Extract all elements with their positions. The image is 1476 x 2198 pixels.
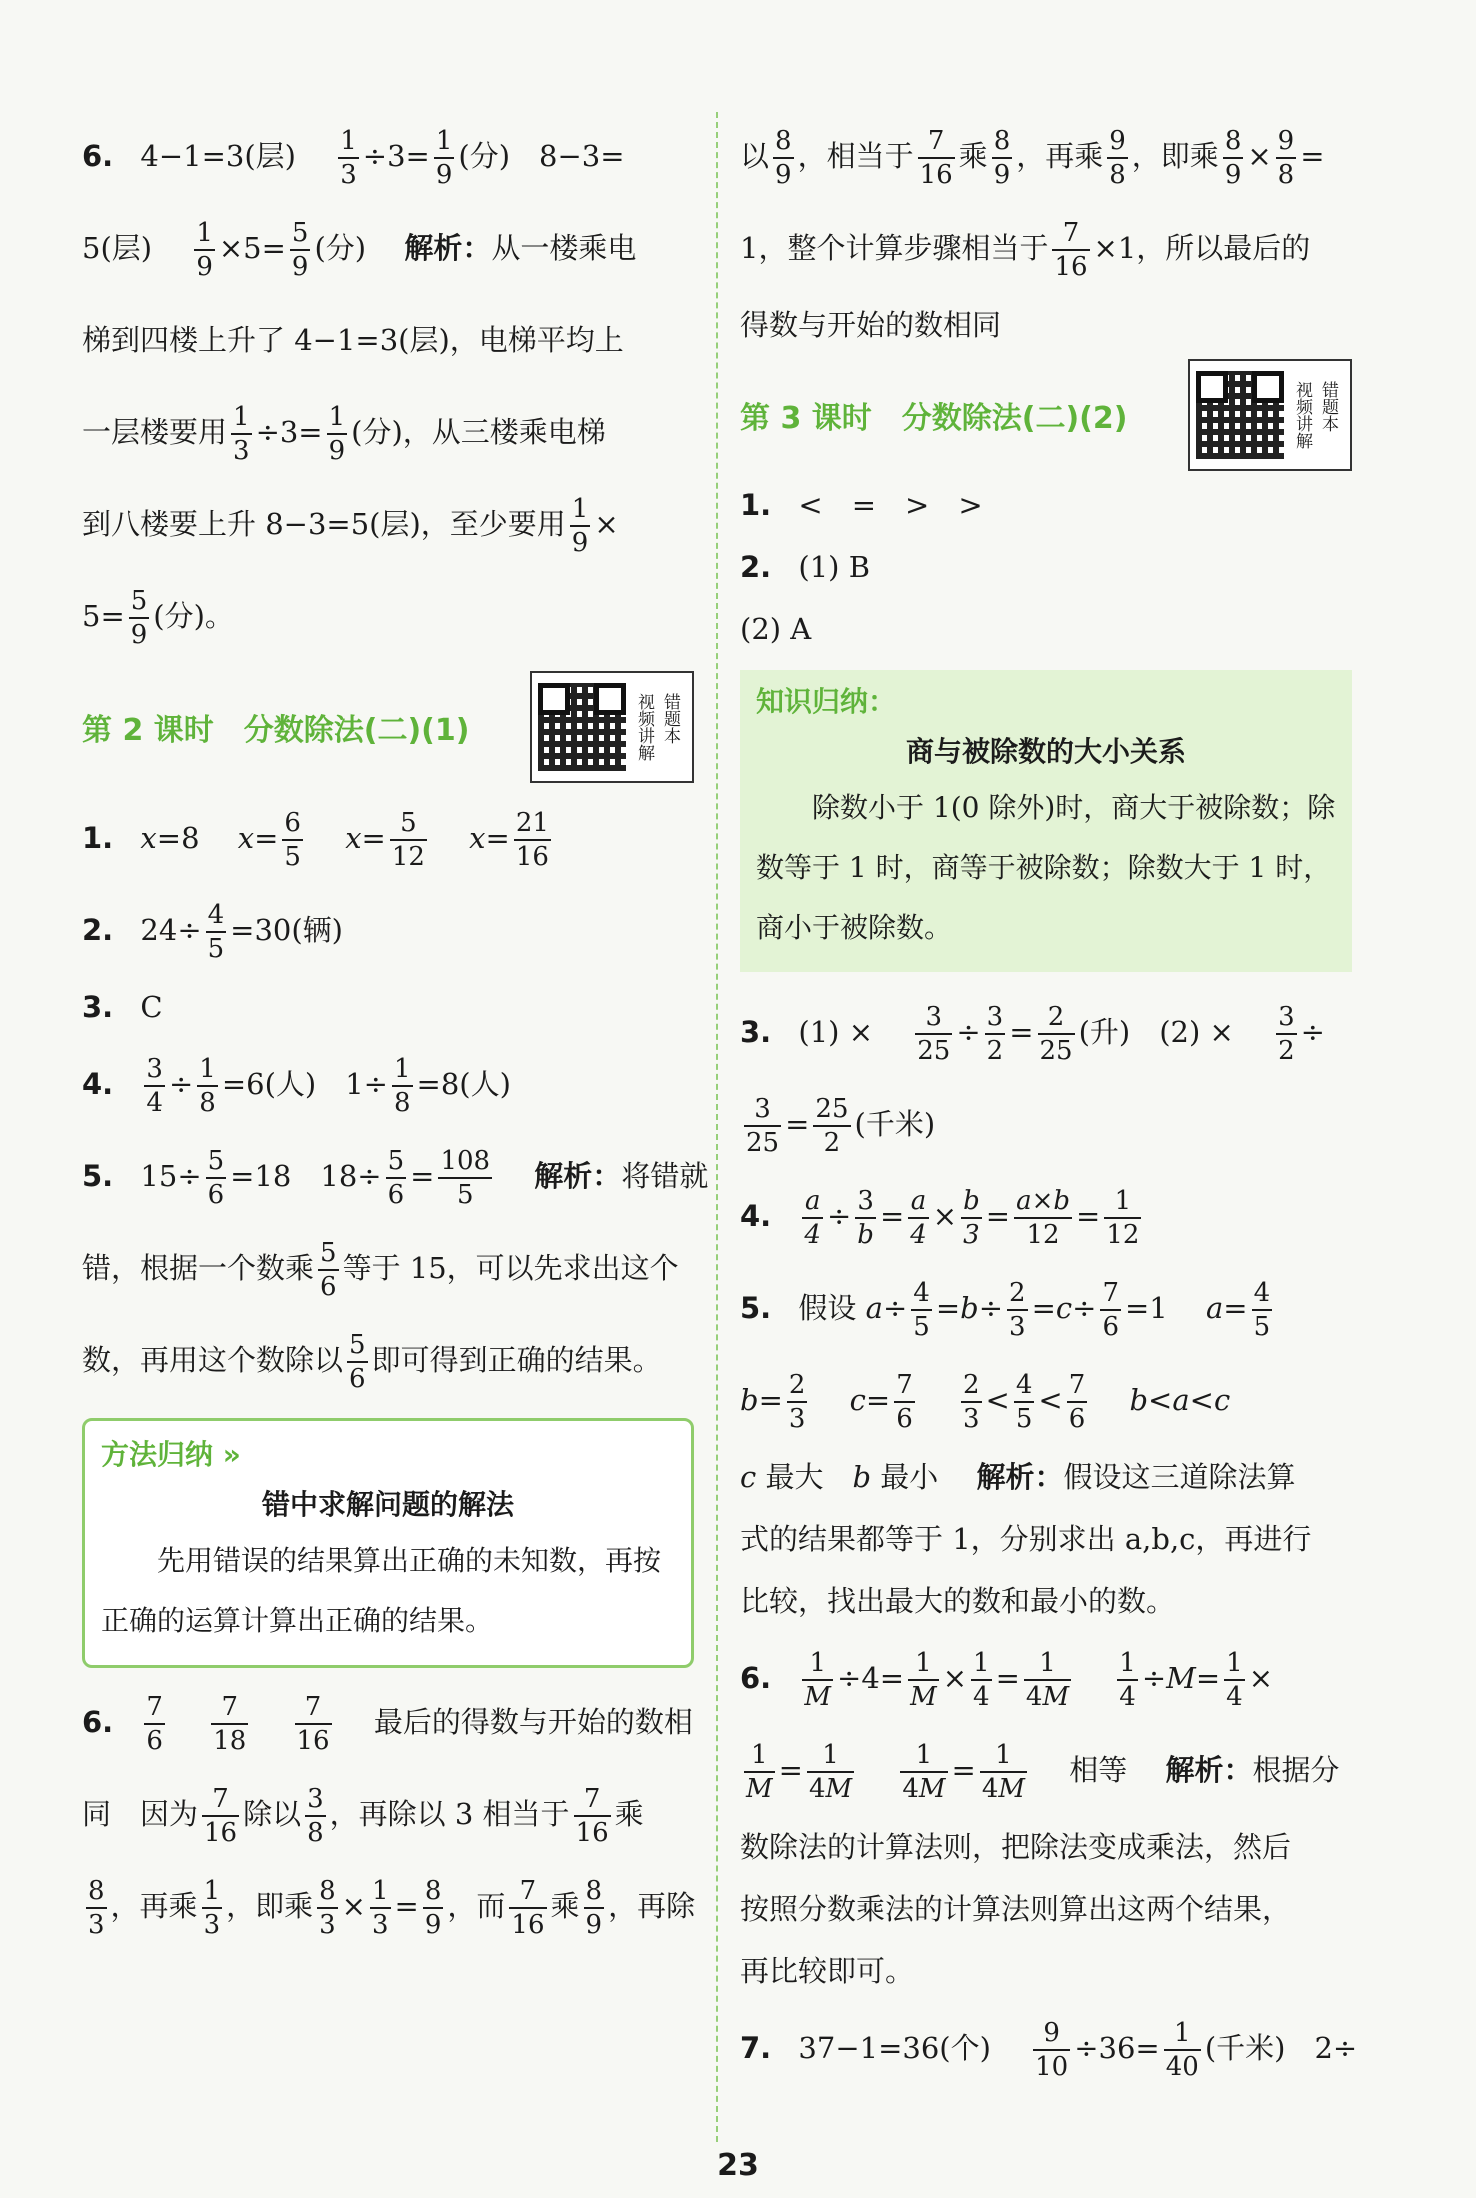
section-header: [740, 356, 1352, 474]
fraction: $\frac{25}{2}$: [815, 1094, 849, 1158]
analysis-label: 解析：: [534, 1159, 622, 1193]
fraction: $\frac{1}{4M}$: [1025, 1648, 1070, 1712]
left-column: [82, 110, 709, 1952]
fraction: $\frac{2}{3}$: [788, 1370, 806, 1434]
method-summary-body: 先用错误的结果算出正确的未知数，再按正确的运算计算出正确的结果。: [101, 1544, 662, 1637]
question-number: 6.: [82, 139, 114, 173]
question-number: 3.: [740, 1015, 772, 1049]
answer-text: < = > >: [798, 488, 983, 522]
fraction: $\frac{a}{4}$: [910, 1186, 927, 1250]
fraction: $\frac{1}{4M}$: [902, 1740, 946, 1804]
analysis-line: 一层楼要用 $\frac{1}{3}$ ÷3= $\frac{1}{9}$ (分)，从三楼乘电梯: [82, 402, 606, 466]
method-summary-title: 错中求解问题的解法: [261, 1488, 514, 1521]
fraction: $\frac{7}{16}$: [575, 1784, 609, 1848]
answer-text: =30(辆): [230, 913, 344, 947]
fraction: $\frac{1}{8}$: [393, 1054, 411, 1118]
answer-text: =8: [156, 821, 200, 855]
answer-line: [740, 536, 1352, 598]
fraction: $\frac{4}{5}$: [913, 1278, 930, 1342]
knowledge-summary-body: 除数小于 1(0 除外)时，商大于被除数；除数等于 1 时，商等于被除数；除数大于 1 时，商小于被除数。: [756, 791, 1336, 944]
fraction: $\frac{b}{3}$: [963, 1186, 980, 1250]
answer-text: ，再除: [608, 1889, 696, 1923]
analysis-label: 解析：: [976, 1460, 1064, 1494]
answer-text: 假设: [798, 1291, 857, 1325]
answer-text: ，即乘: [1131, 139, 1219, 173]
answer-line: [740, 202, 1352, 294]
analysis-line: 5= $\frac{5}{9}$ (分)。: [82, 586, 234, 650]
answer-text: (分): [314, 231, 367, 265]
question-number: 5.: [740, 1291, 772, 1325]
fraction: $\frac{1}{4M}$: [808, 1740, 853, 1804]
answer-line: 6. 4−1=3(层) $\frac{1}{3}$ ÷3= $\frac{1}{9}$ (分) 8−3=: [82, 126, 625, 190]
fraction: $\frac{1}{3}$: [203, 1876, 221, 1940]
analysis-text: 一层楼要用: [82, 415, 228, 449]
answer-line: 1. x=8 x= $\frac{6}{5}$ x= $\frac{5}{12}$ x= $\frac{21}{16}$: [82, 808, 549, 872]
answer-line: 4. $\frac{3}{4}$ ÷ $\frac{1}{8}$ =6(人) 1÷ $\frac{1}{8}$ =8(人): [82, 1054, 511, 1118]
answer-line: 3. (1) × $\frac{3}{25}$ ÷ $\frac{3}{2}$ = $\frac{2}{25}$ (升) (2) × $\frac{3}{2}$ ÷: [740, 1002, 1325, 1066]
fraction: $\frac{5}{9}$: [130, 586, 148, 650]
analysis-label: 解析：: [1165, 1753, 1253, 1787]
fraction: $\frac{1}{9}$: [571, 494, 589, 558]
fraction: $\frac{1}{12}$: [1106, 1186, 1140, 1250]
fraction: $\frac{1}{9}$: [196, 218, 213, 282]
answer-text: 37−1=36(个): [798, 2031, 991, 2065]
analysis-text: 数除法的计算法则，把除法变成乘法，然后: [740, 1830, 1292, 1864]
answer-text: 同 因为: [82, 1797, 199, 1831]
qr-label-mistakes: 错题本: [1318, 381, 1338, 432]
answer-line: 5(层) $\frac{1}{9}$ ×5= $\frac{5}{9}$ (分) 解析：从一楼乘电: [82, 218, 637, 282]
fraction: $\frac{9}{10}$: [1035, 2018, 1069, 2082]
fraction: $\frac{3}{4}$: [146, 1054, 163, 1118]
answer-line: b= $\frac{2}{3}$ c= $\frac{7}{6}$ $\frac{2}{3}$ < $\frac{4}{5}$ < $\frac{7}{6}$ b<a<c: [740, 1370, 1231, 1434]
fraction: $\frac{1}{9}$: [435, 126, 453, 190]
analysis-label: 解析：: [404, 231, 492, 265]
fraction: $\frac{1}{M}$: [746, 1740, 773, 1804]
fraction: $\frac{1}{M}$: [804, 1648, 832, 1712]
answer-line: [740, 2002, 1358, 2094]
fraction: $\frac{5}{12}$: [391, 808, 425, 872]
question-number: 2.: [82, 913, 114, 947]
fraction: $\frac{8}{3}$: [88, 1876, 105, 1940]
analysis-text: 式的结果都等于 1，分别求出 a,b,c，再进行: [740, 1522, 1312, 1556]
fraction: $\frac{1}{9}$: [328, 402, 346, 466]
qr-code-block[interactable]: [530, 671, 694, 783]
fraction: $\frac{5}{6}$: [349, 1330, 366, 1394]
answer-text: =8(人): [416, 1067, 511, 1101]
answer-line: 5. 15÷ $\frac{5}{6}$ =18 18÷ $\frac{5}{6}$ = $\frac{108}{5}$ 解析：将错就: [82, 1146, 709, 1210]
answer-text: (1) B: [798, 550, 871, 584]
answer-line: [82, 1768, 694, 1860]
answer-line: [82, 884, 694, 976]
fraction: $\frac{8}{9}$: [585, 1876, 603, 1940]
answer-line: $\frac{3}{25}$ = $\frac{25}{2}$ (千米): [746, 1094, 936, 1158]
question-number: 4.: [82, 1067, 114, 1101]
answer-line: $\frac{1}{M}$ = $\frac{1}{4M}$ $\frac{1}{4M}$ = $\frac{1}{4M}$ 相等 解析：根据分: [746, 1740, 1340, 1804]
analysis-line: [82, 1314, 694, 1406]
fraction: $\frac{1}{40}$: [1165, 2018, 1199, 2082]
fraction: $\frac{a}{4}$: [804, 1186, 821, 1250]
fraction: $\frac{7}{6}$: [146, 1692, 163, 1756]
question-number: 1.: [82, 821, 114, 855]
analysis-text: 等于 15，可以先求出这个: [342, 1251, 679, 1285]
fraction: $\frac{21}{16}$: [515, 808, 549, 872]
fraction: $\frac{3}{2}$: [1278, 1002, 1295, 1066]
answer-text: 以: [740, 139, 770, 173]
analysis-text: (分)。: [153, 599, 234, 633]
answer-line: [82, 976, 694, 1038]
fraction: $\frac{8}{9}$: [993, 126, 1011, 190]
analysis-text: (分)，从三楼乘电梯: [351, 415, 606, 449]
right-column: [740, 110, 1358, 2094]
question-number: 5.: [82, 1159, 114, 1193]
analysis-text: 从一楼乘电: [491, 231, 637, 265]
answer-text: 24÷: [140, 913, 202, 947]
answer-text: 15÷: [140, 1159, 202, 1193]
fraction: $\frac{108}{5}$: [440, 1146, 491, 1210]
answer-text: ×1，所以最后的: [1093, 231, 1311, 265]
answer-text: =18 18÷: [230, 1159, 382, 1193]
answer-text: 最小: [880, 1460, 939, 1494]
answer-line: 以 $\frac{8}{9}$ ，相当于 $\frac{7}{16}$ 乘 $\frac{8}{9}$ ，再乘 $\frac{9}{8}$ ，即乘 $\frac{8}{9}$ × $\frac{9}{8}$ =: [740, 126, 1325, 190]
answer-text: 4−1=3(层): [140, 139, 296, 173]
fraction: $\frac{7}{6}$: [1068, 1370, 1086, 1434]
question-number: 1.: [740, 488, 772, 522]
qr-label-video: 视频讲解: [634, 693, 654, 761]
analysis-text: 到八楼要上升 8−3=5(层)，至少要用: [82, 507, 566, 541]
answer-text: ，相当于: [797, 139, 914, 173]
answer-line: [82, 1676, 694, 1768]
answer-line: $\frac{8}{3}$ ，再乘 $\frac{1}{3}$ ，即乘 $\frac{8}{3}$ × $\frac{1}{3}$ = $\frac{8}{9}$ ，而 $\frac{7}{16}$ 乘 $\frac{8}{9}$ ，再除: [88, 1876, 696, 1940]
fraction: $\frac{2}{25}$: [1039, 1002, 1073, 1066]
fraction: $\frac{3}{2}$: [986, 1002, 1004, 1066]
answer-text: ÷36=: [1074, 2031, 1160, 2065]
question-number: 6.: [740, 1661, 772, 1695]
fraction: $\frac{1}{4}$: [1226, 1648, 1243, 1712]
fraction: $\frac{4}{5}$: [207, 900, 225, 964]
fraction: $\frac{5}{6}$: [387, 1146, 405, 1210]
answer-text: 得数与开始的数相同: [740, 308, 1002, 342]
analysis-text: 错，根据一个数乘: [82, 1251, 315, 1285]
fraction: $\frac{1}{4}$: [973, 1648, 990, 1712]
method-summary-box: [82, 1418, 694, 1668]
fraction: $\frac{1}{3}$: [371, 1876, 389, 1940]
answer-text: ，再乘: [110, 1889, 198, 1923]
question-number: 4.: [740, 1199, 772, 1233]
answer-text: 1，整个计算步骤相当于: [740, 231, 1049, 265]
section-title: 第 2 课时 分数除法(二)(1): [82, 713, 470, 748]
analysis-text: 按照分数乘法的计算法则算出这两个结果，: [740, 1892, 1292, 1926]
answer-text: =1: [1124, 1291, 1168, 1325]
qr-label-video: 视频讲解: [1292, 381, 1312, 449]
fraction: $\frac{7}{16}$: [296, 1692, 330, 1756]
analysis-line: 到八楼要上升 8−3=5(层)，至少要用 $\frac{1}{9}$ ×: [82, 494, 619, 558]
knowledge-summary-tag: 知识归纳：: [756, 685, 897, 718]
question-number: 2.: [740, 550, 772, 584]
fraction: $\frac{2}{3}$: [1009, 1278, 1026, 1342]
fraction: $\frac{1}{3}$: [340, 126, 357, 190]
answer-text: 最大: [765, 1460, 824, 1494]
answer-line: [740, 474, 1352, 536]
fraction: $\frac{8}{9}$: [775, 126, 792, 190]
answer-line: 6. $\frac{1}{M}$ ÷4= $\frac{1}{M}$ × $\frac{1}{4}$ = $\frac{1}{4M}$ $\frac{1}{4}$ ÷M= $\frac{1}{4}$ ×: [740, 1648, 1274, 1712]
answer-text: (1) ×: [798, 1015, 874, 1049]
fraction: $\frac{1}{M}$: [910, 1648, 937, 1712]
qr-code-block[interactable]: [1188, 359, 1352, 471]
fraction: $\frac{3}{25}$: [746, 1094, 780, 1158]
fraction: $\frac{3}{8}$: [307, 1784, 324, 1848]
analysis-text: 根据分: [1252, 1753, 1340, 1787]
qr-code-icon[interactable]: [538, 683, 626, 771]
answer-text: C: [140, 990, 163, 1024]
fraction: $\frac{1}{4}$: [1119, 1648, 1136, 1712]
fraction: $\frac{7}{18}$: [213, 1692, 247, 1756]
qr-code-icon[interactable]: [1196, 371, 1284, 459]
answer-line: c 最大 b 最小 解析：假设这三道除法算: [740, 1460, 1296, 1494]
fraction: $\frac{7}{16}$: [1054, 218, 1088, 282]
qr-label: [1292, 381, 1344, 449]
answer-line: 4. $\frac{a}{4}$ ÷ $\frac{3}{b}$ = $\frac{a}{4}$ × $\frac{b}{3}$ = $\frac{a\times b}{12}$ = $\frac{1}{12}$: [740, 1186, 1140, 1250]
fraction: $\frac{3}{b}$: [857, 1186, 874, 1250]
fraction: $\frac{a\times b}{12}$: [1016, 1186, 1071, 1250]
answer-text: =6(人) 1÷: [221, 1067, 388, 1101]
answer-text: 乘: [958, 139, 988, 173]
fraction: $\frac{7}{6}$: [896, 1370, 913, 1434]
answer-text: (升) (2) ×: [1078, 1015, 1234, 1049]
fraction: $\frac{5}{9}$: [291, 218, 309, 282]
answer-text: 5(层): [82, 231, 153, 265]
fraction: $\frac{1}{8}$: [199, 1054, 216, 1118]
analysis-text: 将错就: [621, 1159, 709, 1193]
analysis-text: 假设这三道除法算: [1063, 1460, 1296, 1494]
fraction: $\frac{8}{9}$: [424, 1876, 442, 1940]
fraction: $\frac{9}{8}$: [1277, 126, 1295, 190]
answer-text: 乘: [614, 1797, 644, 1831]
answer-text: (分) 8−3=: [458, 139, 625, 173]
question-number: 3.: [82, 990, 114, 1024]
analysis-text: 再比较即可。: [740, 1954, 915, 1988]
answer-text: ，即乘: [226, 1889, 314, 1923]
answer-text: 除以: [243, 1797, 302, 1831]
answer-text: ，再除以 3 相当于: [329, 1797, 570, 1831]
section-title: 第 3 课时 分数除法(二)(2): [740, 401, 1128, 436]
column-divider: [716, 112, 718, 2142]
answer-text: 乘: [550, 1889, 580, 1923]
section-header: [82, 662, 694, 792]
answer-text: (2) A: [740, 612, 812, 646]
qr-label-mistakes: 错题本: [660, 693, 680, 744]
knowledge-summary-box: [740, 670, 1352, 972]
fraction: $\frac{7}{16}$: [919, 126, 953, 190]
answer-text: 最后的得数与开始的数相: [373, 1705, 693, 1739]
fraction: $\frac{8}{9}$: [1224, 126, 1242, 190]
qr-label: [634, 693, 686, 761]
answer-text: (千米): [854, 1107, 936, 1141]
fraction: $\frac{3}{25}$: [917, 1002, 951, 1066]
fraction: $\frac{2}{3}$: [962, 1370, 980, 1434]
knowledge-summary-title: 商与被除数的大小关系: [905, 735, 1186, 768]
analysis-text: 即可得到正确的结果。: [371, 1343, 662, 1377]
question-number: 6.: [82, 1705, 114, 1739]
method-summary-tag: 方法归纳 »: [101, 1438, 241, 1471]
analysis-text: 梯到四楼上升了 4−1=3(层)，电梯平均上: [82, 323, 624, 357]
answer-text: 相等: [1069, 1753, 1128, 1787]
fraction: $\frac{1}{4M}$: [981, 1740, 1025, 1804]
fraction: $\frac{6}{5}$: [284, 808, 301, 872]
page-number: 23: [717, 2148, 759, 2183]
question-number: 7.: [740, 2031, 772, 2065]
answer-text: (千米) 2÷: [1204, 2031, 1358, 2065]
analysis-text: 数，再用这个数除以: [82, 1343, 344, 1377]
fraction: $\frac{7}{16}$: [511, 1876, 545, 1940]
fraction: $\frac{4}{5}$: [1015, 1370, 1033, 1434]
fraction: $\frac{1}{3}$: [233, 402, 250, 466]
fraction: $\frac{5}{6}$: [207, 1146, 225, 1210]
answer-text: ，而: [447, 1889, 506, 1923]
fraction: $\frac{9}{8}$: [1109, 126, 1126, 190]
analysis-text: 比较，找出最大的数和最小的数。: [740, 1584, 1176, 1618]
fraction: $\frac{8}{3}$: [319, 1876, 336, 1940]
answer-text: ，再乘: [1016, 139, 1104, 173]
fraction: $\frac{4}{5}$: [1253, 1278, 1271, 1342]
fraction: $\frac{7}{16}$: [204, 1784, 238, 1848]
fraction: $\frac{7}{6}$: [1102, 1278, 1119, 1342]
answer-line: 5. 假设 a÷ $\frac{4}{5}$ =b÷ $\frac{2}{3}$ =c÷ $\frac{7}{6}$ =1 a= $\frac{4}{5}$: [740, 1278, 1271, 1342]
fraction: $\frac{5}{6}$: [320, 1238, 337, 1302]
analysis-line: [82, 1222, 694, 1314]
